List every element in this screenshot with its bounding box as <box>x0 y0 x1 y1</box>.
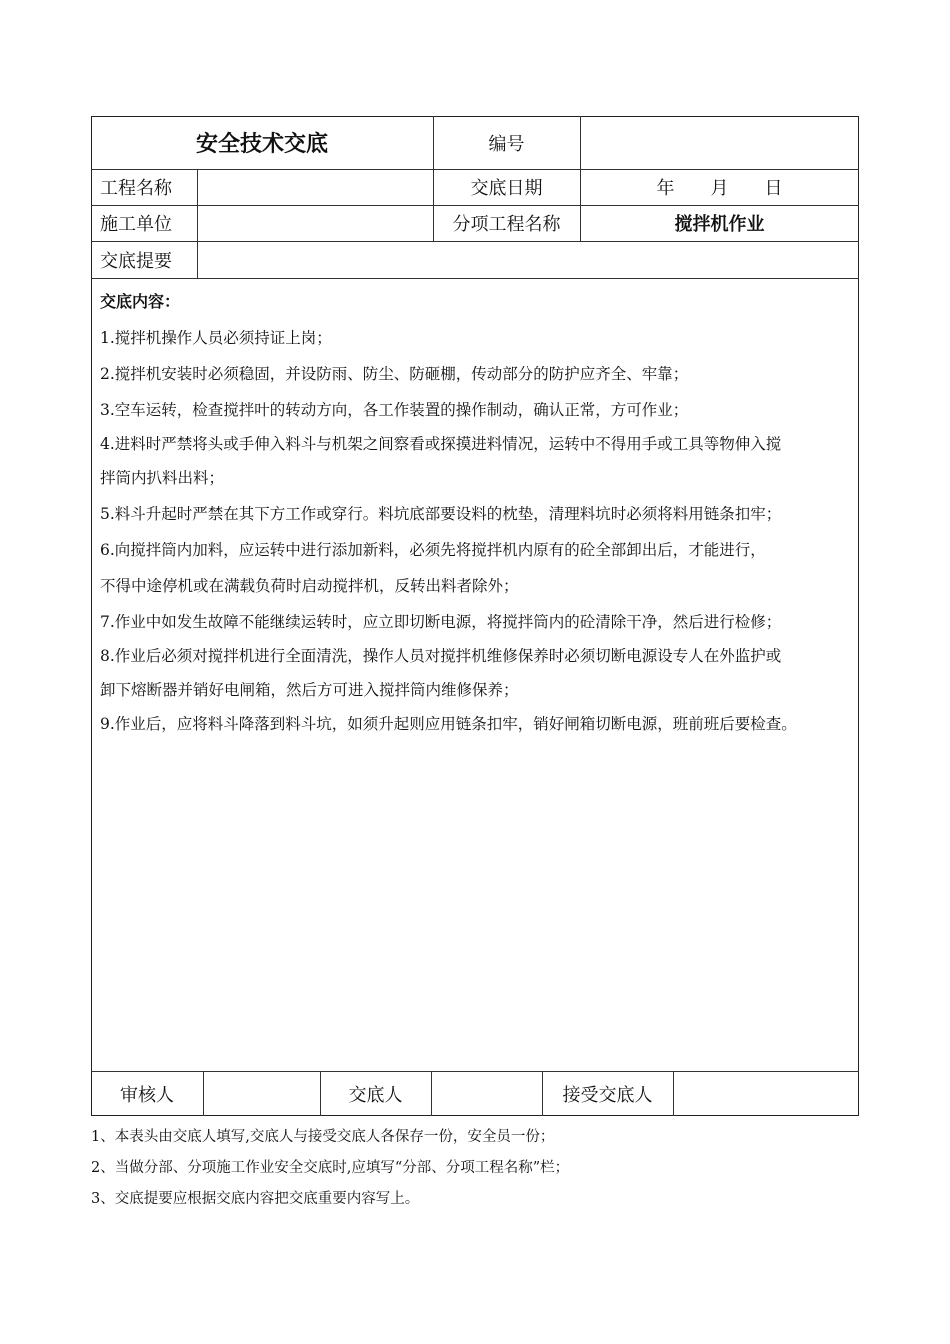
content-item: 3.空车运转，检查搅拌叶的转动方向，各工作装置的操作制动，确认正常，方可作业； <box>100 401 689 419</box>
content-item: 2.搅拌机安装时必须稳固，并设防雨、防尘、防砸棚，传动部分的防护应齐全、牢靠； <box>100 365 689 383</box>
summary-field[interactable] <box>197 241 859 278</box>
footnote: 3、交底提要应根据交底内容把交底重要内容写上。 <box>91 1191 420 1207</box>
disclosure-content <box>100 284 852 740</box>
reviewer-field[interactable] <box>203 1071 320 1116</box>
content-item: 9.作业后，应将料斗降落到料斗坑，如须升起则应用链条扣牢，销好闸箱切断电源，班前班后要检查。 <box>100 715 797 733</box>
footnotes <box>91 1122 891 1215</box>
content-item-continuation: 卸下熔断器并销好电闸箱，然后方可进入搅拌筒内维修保养； <box>100 681 519 699</box>
date-field[interactable]: 年 月 日 <box>656 178 783 199</box>
discloser-label: 交底人 <box>348 1084 403 1106</box>
form-title: 安全技术交底 <box>195 131 328 157</box>
content-item: 8.作业后必须对搅拌机进行全面清洗，操作人员对搅拌机维修保养时必须切断电源设专人在外监护或 <box>100 647 782 665</box>
unit-field[interactable] <box>197 205 433 241</box>
content-item-continuation: 不得中途停机或在满载负荷时启动搅拌机，反转出料者除外； <box>100 577 519 595</box>
date-label: 交底日期 <box>470 178 543 199</box>
row-divider <box>91 278 859 279</box>
discloser-field[interactable] <box>431 1071 542 1116</box>
content-item: 5.料斗升起时严禁在其下方工作或穿行。料坑底部要设料的枕垫，清理料坑时必须将料用链条扣牢； <box>100 505 782 523</box>
content-heading: 交底内容： <box>100 292 181 311</box>
content-item: 6.向搅拌筒内加料，应运转中进行添加新料，必须先将搅拌机内原有的砼全部卸出后，才能进行， <box>100 541 766 559</box>
receiver-label: 接受交底人 <box>562 1084 653 1106</box>
receiver-field[interactable] <box>673 1071 859 1116</box>
summary-label: 交底提要 <box>100 250 172 272</box>
number-field[interactable] <box>580 116 859 169</box>
reviewer-label: 审核人 <box>120 1084 174 1106</box>
content-item: 1.搅拌机操作人员必须持证上岗； <box>100 329 332 347</box>
sub-project-label: 分项工程名称 <box>452 214 561 235</box>
content-item: 4.进料时严禁将头或手伸入料斗与机架之间察看或探摸进料情况，运转中不得用手或工具等物伸入搅 <box>100 435 782 453</box>
project-name-label: 工程名称 <box>100 178 172 199</box>
sub-project-field[interactable]: 搅拌机作业 <box>674 214 765 235</box>
number-label: 编号 <box>488 133 525 155</box>
content-item: 7.作业中如发生故障不能继续运转时，应立即切断电源，将搅拌筒内的砼清除干净，然后进行检修； <box>100 613 782 631</box>
footnote: 2、当做分部、分项施工作业安全交底时,应填写“分部、分项工程名称”栏； <box>91 1160 570 1176</box>
project-name-field[interactable] <box>197 169 433 205</box>
footnote: 1、本表头由交底人填写,交底人与接受交底人各保存一份，安全员一份； <box>91 1129 555 1145</box>
content-item-continuation: 拌筒内扒料出料； <box>100 469 225 487</box>
unit-label: 施工单位 <box>100 214 172 235</box>
